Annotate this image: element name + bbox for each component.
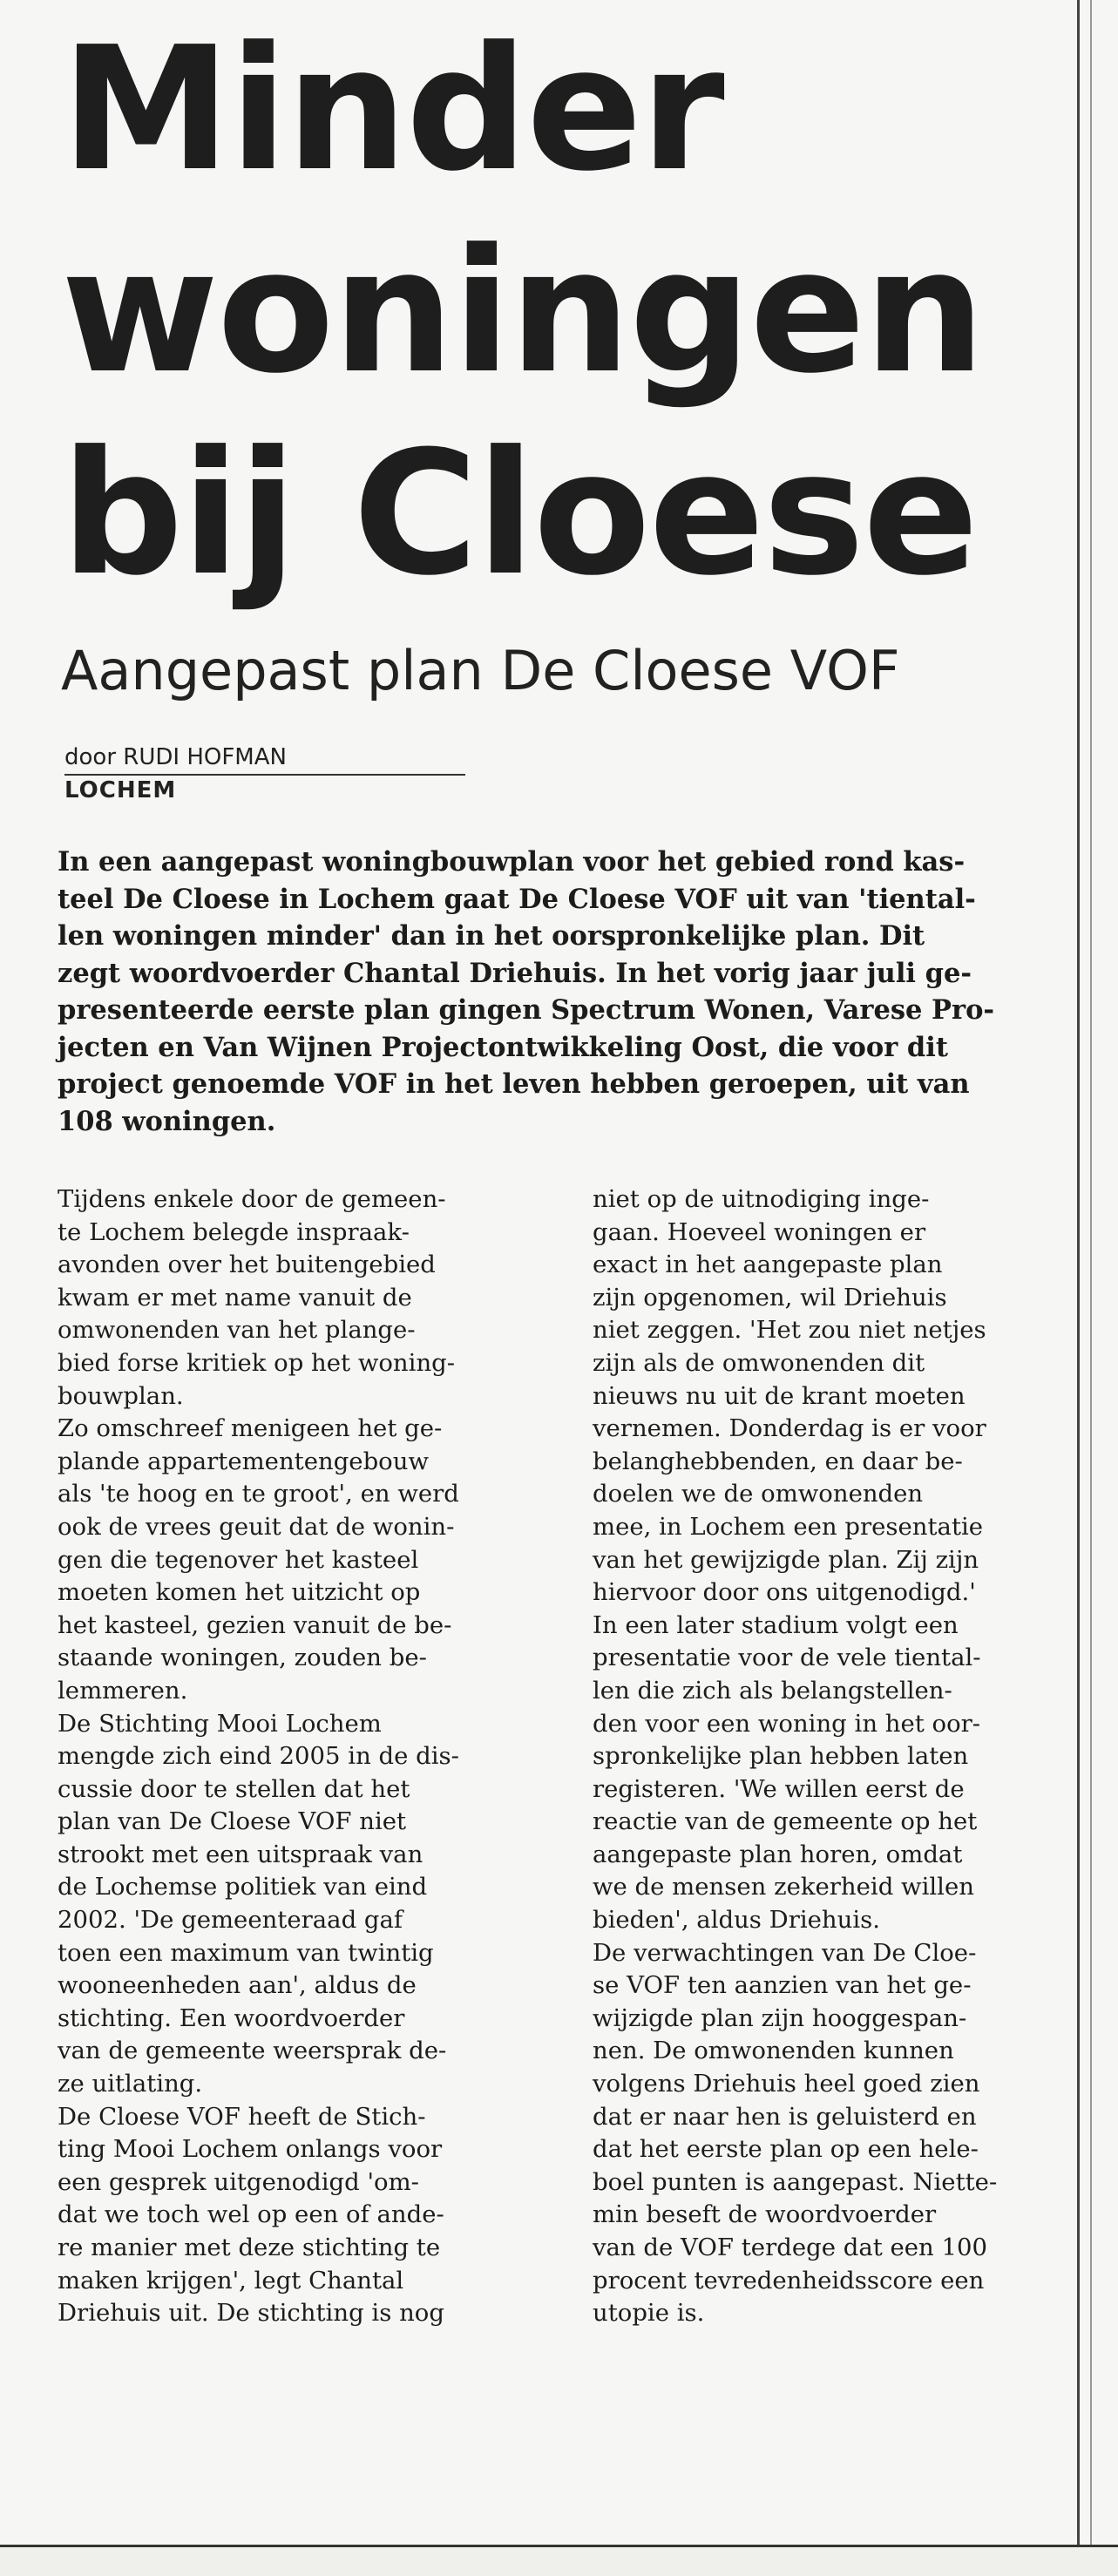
subtitle: Aangepast plan De Cloese VOF <box>61 639 900 702</box>
byline: door RUDI HOFMAN <box>64 744 287 770</box>
body-line: Tijdens enkele door de gemeen- <box>58 1185 446 1213</box>
lead-line: jecten en Van Wijnen Projectontwikkeling Oost, die voor dit <box>58 1031 948 1063</box>
scan-bottom-edge <box>0 2545 1118 2576</box>
body-line: De Cloese VOF heeft de Stich- <box>58 2102 426 2131</box>
body-line: de Lochemse politiek van eind <box>58 1873 428 1901</box>
body-line: avonden over het buitengebied <box>58 1251 436 1279</box>
body-line: van de VOF terdege dat een 100 <box>593 2234 987 2261</box>
lead-paragraph <box>58 844 1051 1140</box>
lead-line: 108 woningen. <box>58 1105 276 1137</box>
body-line: van het gewijzigde plan. Zij zijn <box>593 1545 979 1574</box>
body-line: niet op de uitnodiging inge- <box>593 1185 930 1213</box>
body-column-1 <box>58 1183 580 2330</box>
body-line: belanghebbenden, en daar be- <box>593 1447 963 1475</box>
body-line: 2002. 'De gemeenteraad gaf <box>58 1906 403 1935</box>
body-line: In een later stadium volgt een <box>593 1610 959 1639</box>
body-line: mee, in Lochem een presentatie <box>593 1512 984 1541</box>
body-line: een gesprek uitgenodigd 'om- <box>58 2167 419 2196</box>
lead-line: teel De Cloese in Lochem gaat De Cloese VOF uit van 'tiental- <box>58 883 976 915</box>
body-line: doelen we de omwonenden <box>593 1480 924 1508</box>
headline-line: Minder <box>61 10 723 209</box>
body-line: plan van De Cloese VOF niet <box>58 1807 407 1836</box>
body-line: bied forse kritiek op het woning- <box>58 1348 456 1377</box>
body-line: het kasteel, gezien vanuit de be- <box>58 1610 452 1639</box>
body-line: spronkelijke plan hebben laten <box>593 1742 969 1771</box>
body-line: ook de vrees geuit dat de wonin- <box>58 1512 455 1541</box>
body-line: aangepaste plan horen, omdat <box>593 1840 963 1868</box>
body-line: mengde zich eind 2005 in de dis- <box>58 1742 459 1771</box>
body-line: te Lochem belegde inspraak- <box>58 1217 410 1246</box>
lead-line: len woningen minder' dan in het oorspronkelijke plan. Dit <box>58 920 925 952</box>
body-line: De verwachtingen van De Cloe- <box>593 1938 977 1967</box>
body-line: utopie is. <box>593 2299 705 2328</box>
body-line: hiervoor door ons uitgenodigd.' <box>593 1578 976 1607</box>
body-line: reactie van de gemeente op het <box>593 1807 978 1836</box>
body-line: Zo omschreef menigeen het ge- <box>58 1414 443 1443</box>
body-line: staande woningen, zouden be- <box>58 1644 427 1672</box>
headline <box>61 9 1072 615</box>
body-line: De Stichting Mooi Lochem <box>58 1709 382 1738</box>
headline-line: bij Cloese <box>61 415 978 613</box>
body-line: kwam er met name vanuit de <box>58 1283 412 1312</box>
body-line: exact in het aangepaste plan <box>593 1251 943 1279</box>
lead-line: presenteerde eerste plan gingen Spectrum Wonen, Varese Pro- <box>58 994 995 1026</box>
scan-edge-line-outer <box>1090 0 1092 2573</box>
body-line: bieden', aldus Driehuis. <box>593 1906 880 1935</box>
headline-line: woningen <box>61 213 984 411</box>
body-line: Driehuis uit. De stichting is nog <box>58 2299 444 2328</box>
body-line: als 'te hoog en te groot', en werd <box>58 1480 459 1508</box>
body-line: nen. De omwonenden kunnen <box>593 2037 954 2065</box>
body-line: bouwplan. <box>58 1381 184 1410</box>
body-line: gaan. Hoeveel woningen er <box>593 1217 926 1246</box>
body-line: dat er naar hen is geluisterd en <box>593 2102 977 2131</box>
body-line: nieuws nu uit de krant moeten <box>593 1381 966 1410</box>
body-line: dat het eerste plan op een hele- <box>593 2135 979 2164</box>
body-line: wooneenheden aan', aldus de <box>58 1971 417 2000</box>
body-line: presentatie voor de vele tiental- <box>593 1644 981 1672</box>
body-line: we de mensen zekerheid willen <box>593 1873 974 1901</box>
body-line: toen een maximum van twintig <box>58 1938 434 1967</box>
body-line: wijzigde plan zijn hooggespan- <box>593 2003 967 2032</box>
dateline: LOCHEM <box>64 777 177 803</box>
body-line: registeren. 'We willen eerst de <box>593 1774 965 1803</box>
body-line: plande appartementengebouw <box>58 1447 429 1475</box>
scan-edge-line <box>1077 0 1080 2573</box>
body-line: den voor een woning in het oor- <box>593 1709 981 1738</box>
body-column-2 <box>593 1183 1063 2330</box>
body-line: zijn als de omwonenden dit <box>593 1348 925 1377</box>
body-line: boel punten is aangepast. Niette- <box>593 2167 998 2196</box>
body-line: lemmeren. <box>58 1676 188 1705</box>
body-line: stichting. Een woordvoerder <box>58 2003 405 2032</box>
body-line: min beseft de woordvoerder <box>593 2200 937 2229</box>
body-line: volgens Driehuis heel goed zien <box>593 2070 980 2098</box>
body-line: van de gemeente weersprak de- <box>58 2037 447 2065</box>
body-line: vernemen. Donderdag is er voor <box>593 1414 986 1443</box>
body-line: maken krijgen', legt Chantal <box>58 2266 404 2295</box>
lead-line: zegt woordvoerder Chantal Driehuis. In het vorig jaar juli ge- <box>58 957 972 989</box>
body-line: dat we toch wel op een of ande- <box>58 2200 444 2229</box>
body-line: se VOF ten aanzien van het ge- <box>593 1971 972 2000</box>
body-line: len die zich als belangstellen- <box>593 1676 952 1705</box>
body-line: ze uitlating. <box>58 2070 203 2098</box>
body-line: zijn opgenomen, wil Driehuis <box>593 1283 947 1312</box>
body-line: cussie door te stellen dat het <box>58 1774 410 1803</box>
byline-rule <box>64 774 465 776</box>
body-line: gen die tegenover het kasteel <box>58 1545 419 1574</box>
body-line: omwonenden van het plange- <box>58 1316 416 1345</box>
body-line: strookt met een uitspraak van <box>58 1840 423 1868</box>
body-line: procent tevredenheidsscore een <box>593 2266 985 2295</box>
body-line: niet zeggen. 'Het zou niet netjes <box>593 1316 986 1345</box>
body-line: ting Mooi Lochem onlangs voor <box>58 2135 443 2164</box>
lead-line: project genoemde VOF in het leven hebben geroepen, uit van <box>58 1068 970 1100</box>
body-line: moeten komen het uitzicht op <box>58 1578 421 1607</box>
body-line: re manier met deze stichting te <box>58 2234 441 2261</box>
lead-line: In een aangepast woningbouwplan voor het gebied rond kas- <box>58 846 966 878</box>
